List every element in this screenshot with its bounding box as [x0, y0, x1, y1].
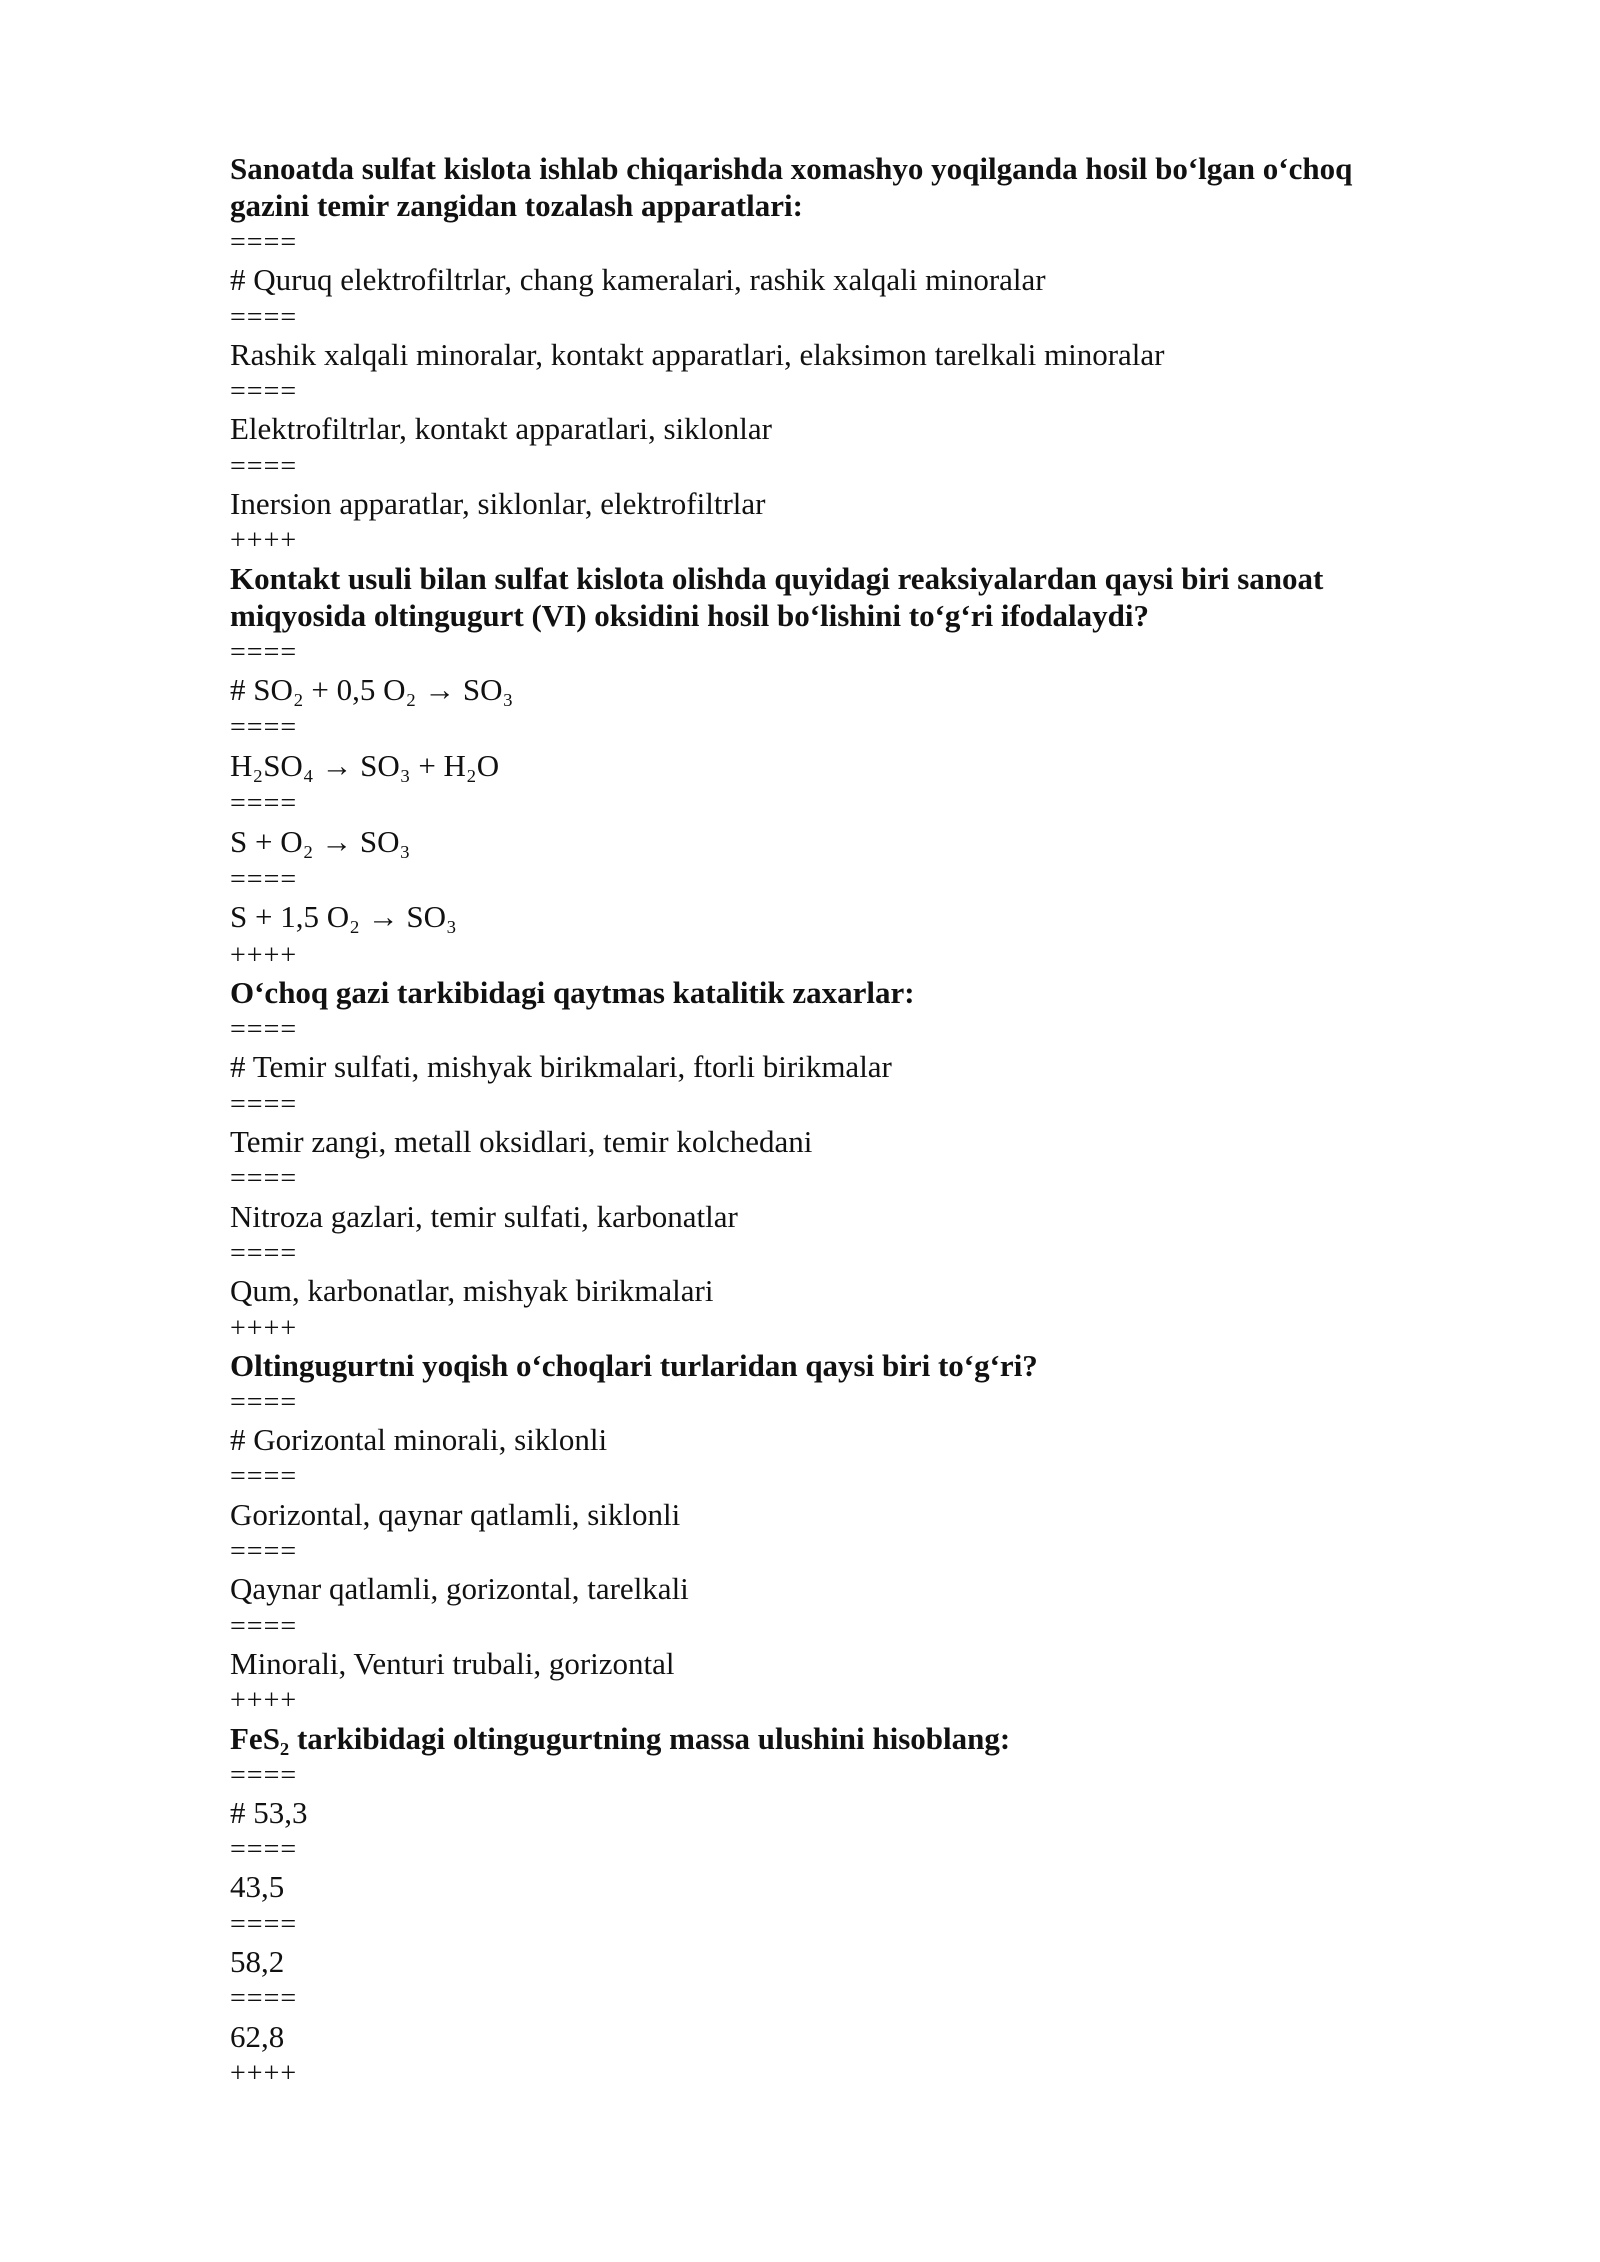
option-separator: ==== — [230, 1536, 298, 1568]
option: Minorali, Venturi trubali, gorizontal — [230, 1645, 675, 1681]
question-text: FeS₂ tarkibidagi oltingugurtning massa ulushini hisoblang: — [230, 1720, 1011, 1756]
option-separator: ==== — [230, 1908, 298, 1940]
question-separator: ++++ — [230, 1685, 298, 1717]
option-separator: ==== — [230, 1386, 298, 1418]
option-correct: # Temir sulfati, mishyak birikmalari, ftorli birikmalar — [230, 1049, 892, 1085]
question-text: Sanoatda sulfat kislota ishlab chiqarishda xomashyo yoqilganda hosil bo‘lgan o‘choq gazini temir zangidan tozalash apparatlari: — [230, 151, 1353, 223]
option: S + 1,5 O₂ → SO₃ — [230, 899, 457, 935]
question-text: Kontakt usuli bilan sulfat kislota olishda quyidagi reaksiyalardan qaysi biri sanoat miqyosida oltingugurt (VI) oksidini hosil bo‘lishini to‘g‘ri ifodalaydi? — [230, 560, 1324, 633]
option-separator: ==== — [230, 450, 298, 482]
option-separator: ==== — [230, 376, 298, 408]
option-correct: # 53,3 — [230, 1794, 308, 1830]
option-separator: ==== — [230, 1461, 298, 1493]
option: Gorizontal, qaynar qatlamli, siklonli — [230, 1496, 681, 1532]
option: Qum, karbonatlar, mishyak birikmalari — [230, 1273, 714, 1309]
question-block — [230, 150, 1430, 560]
question-separator: ++++ — [230, 525, 298, 557]
question-separator: ++++ — [230, 2057, 298, 2089]
option: 62,8 — [230, 2018, 285, 2054]
question-text: Oltingugurtni yoqish o‘choqlari turlaridan qaysi biri to‘g‘ri? — [230, 1347, 1038, 1383]
option-separator: ==== — [230, 1163, 298, 1195]
option: Elektrofiltrlar, kontakt apparatlari, siklonlar — [230, 411, 772, 447]
option-correct: # Gorizontal minorali, siklonli — [230, 1422, 608, 1458]
option-separator: ==== — [230, 1834, 298, 1866]
question-separator: ++++ — [230, 1312, 298, 1344]
option-separator: ==== — [230, 1610, 298, 1642]
question-text: O‘choq gazi tarkibidagi qaytmas katalitik zaxarlar: — [230, 975, 915, 1011]
test-document — [230, 150, 1430, 2092]
question-block — [230, 1347, 1430, 1720]
option-separator: ==== — [230, 301, 298, 333]
option-separator: ==== — [230, 1088, 298, 1120]
option-separator: ==== — [230, 636, 298, 668]
option: Inersion apparatlar, siklonlar, elektrofiltrlar — [230, 486, 766, 522]
option: H₂SO₄ → SO₃ + H₂O — [230, 747, 500, 783]
option: S + O₂ → SO₃ — [230, 823, 411, 859]
option-separator: ==== — [230, 1759, 298, 1791]
option: Rashik xalqali minoralar, kontakt apparatlari, elaksimon tarelkali minoralar — [230, 336, 1165, 372]
option-correct: # SO₂ + 0,5 O₂ → SO₃ — [230, 671, 514, 707]
option: Qaynar qatlamli, gorizontal, tarelkali — [230, 1571, 689, 1607]
option-correct: # Quruq elektrofiltrlar, chang kameralari, rashik xalqali minoralar — [230, 262, 1046, 298]
option-separator: ==== — [230, 712, 298, 744]
option-separator: ==== — [230, 864, 298, 896]
question-block — [230, 1720, 1430, 2093]
option: 43,5 — [230, 1869, 285, 1905]
question-separator: ++++ — [230, 939, 298, 971]
option-separator: ==== — [230, 1983, 298, 2015]
option: 58,2 — [230, 1943, 285, 1979]
option: Nitroza gazlari, temir sulfati, karbonatlar — [230, 1198, 738, 1234]
option-separator: ==== — [230, 1237, 298, 1269]
question-block — [230, 560, 1430, 974]
question-block — [230, 974, 1430, 1347]
option: Temir zangi, metall oksidlari, temir kolchedani — [230, 1124, 813, 1160]
option-separator: ==== — [230, 227, 298, 258]
option-separator: ==== — [230, 788, 298, 820]
option-separator: ==== — [230, 1014, 298, 1046]
